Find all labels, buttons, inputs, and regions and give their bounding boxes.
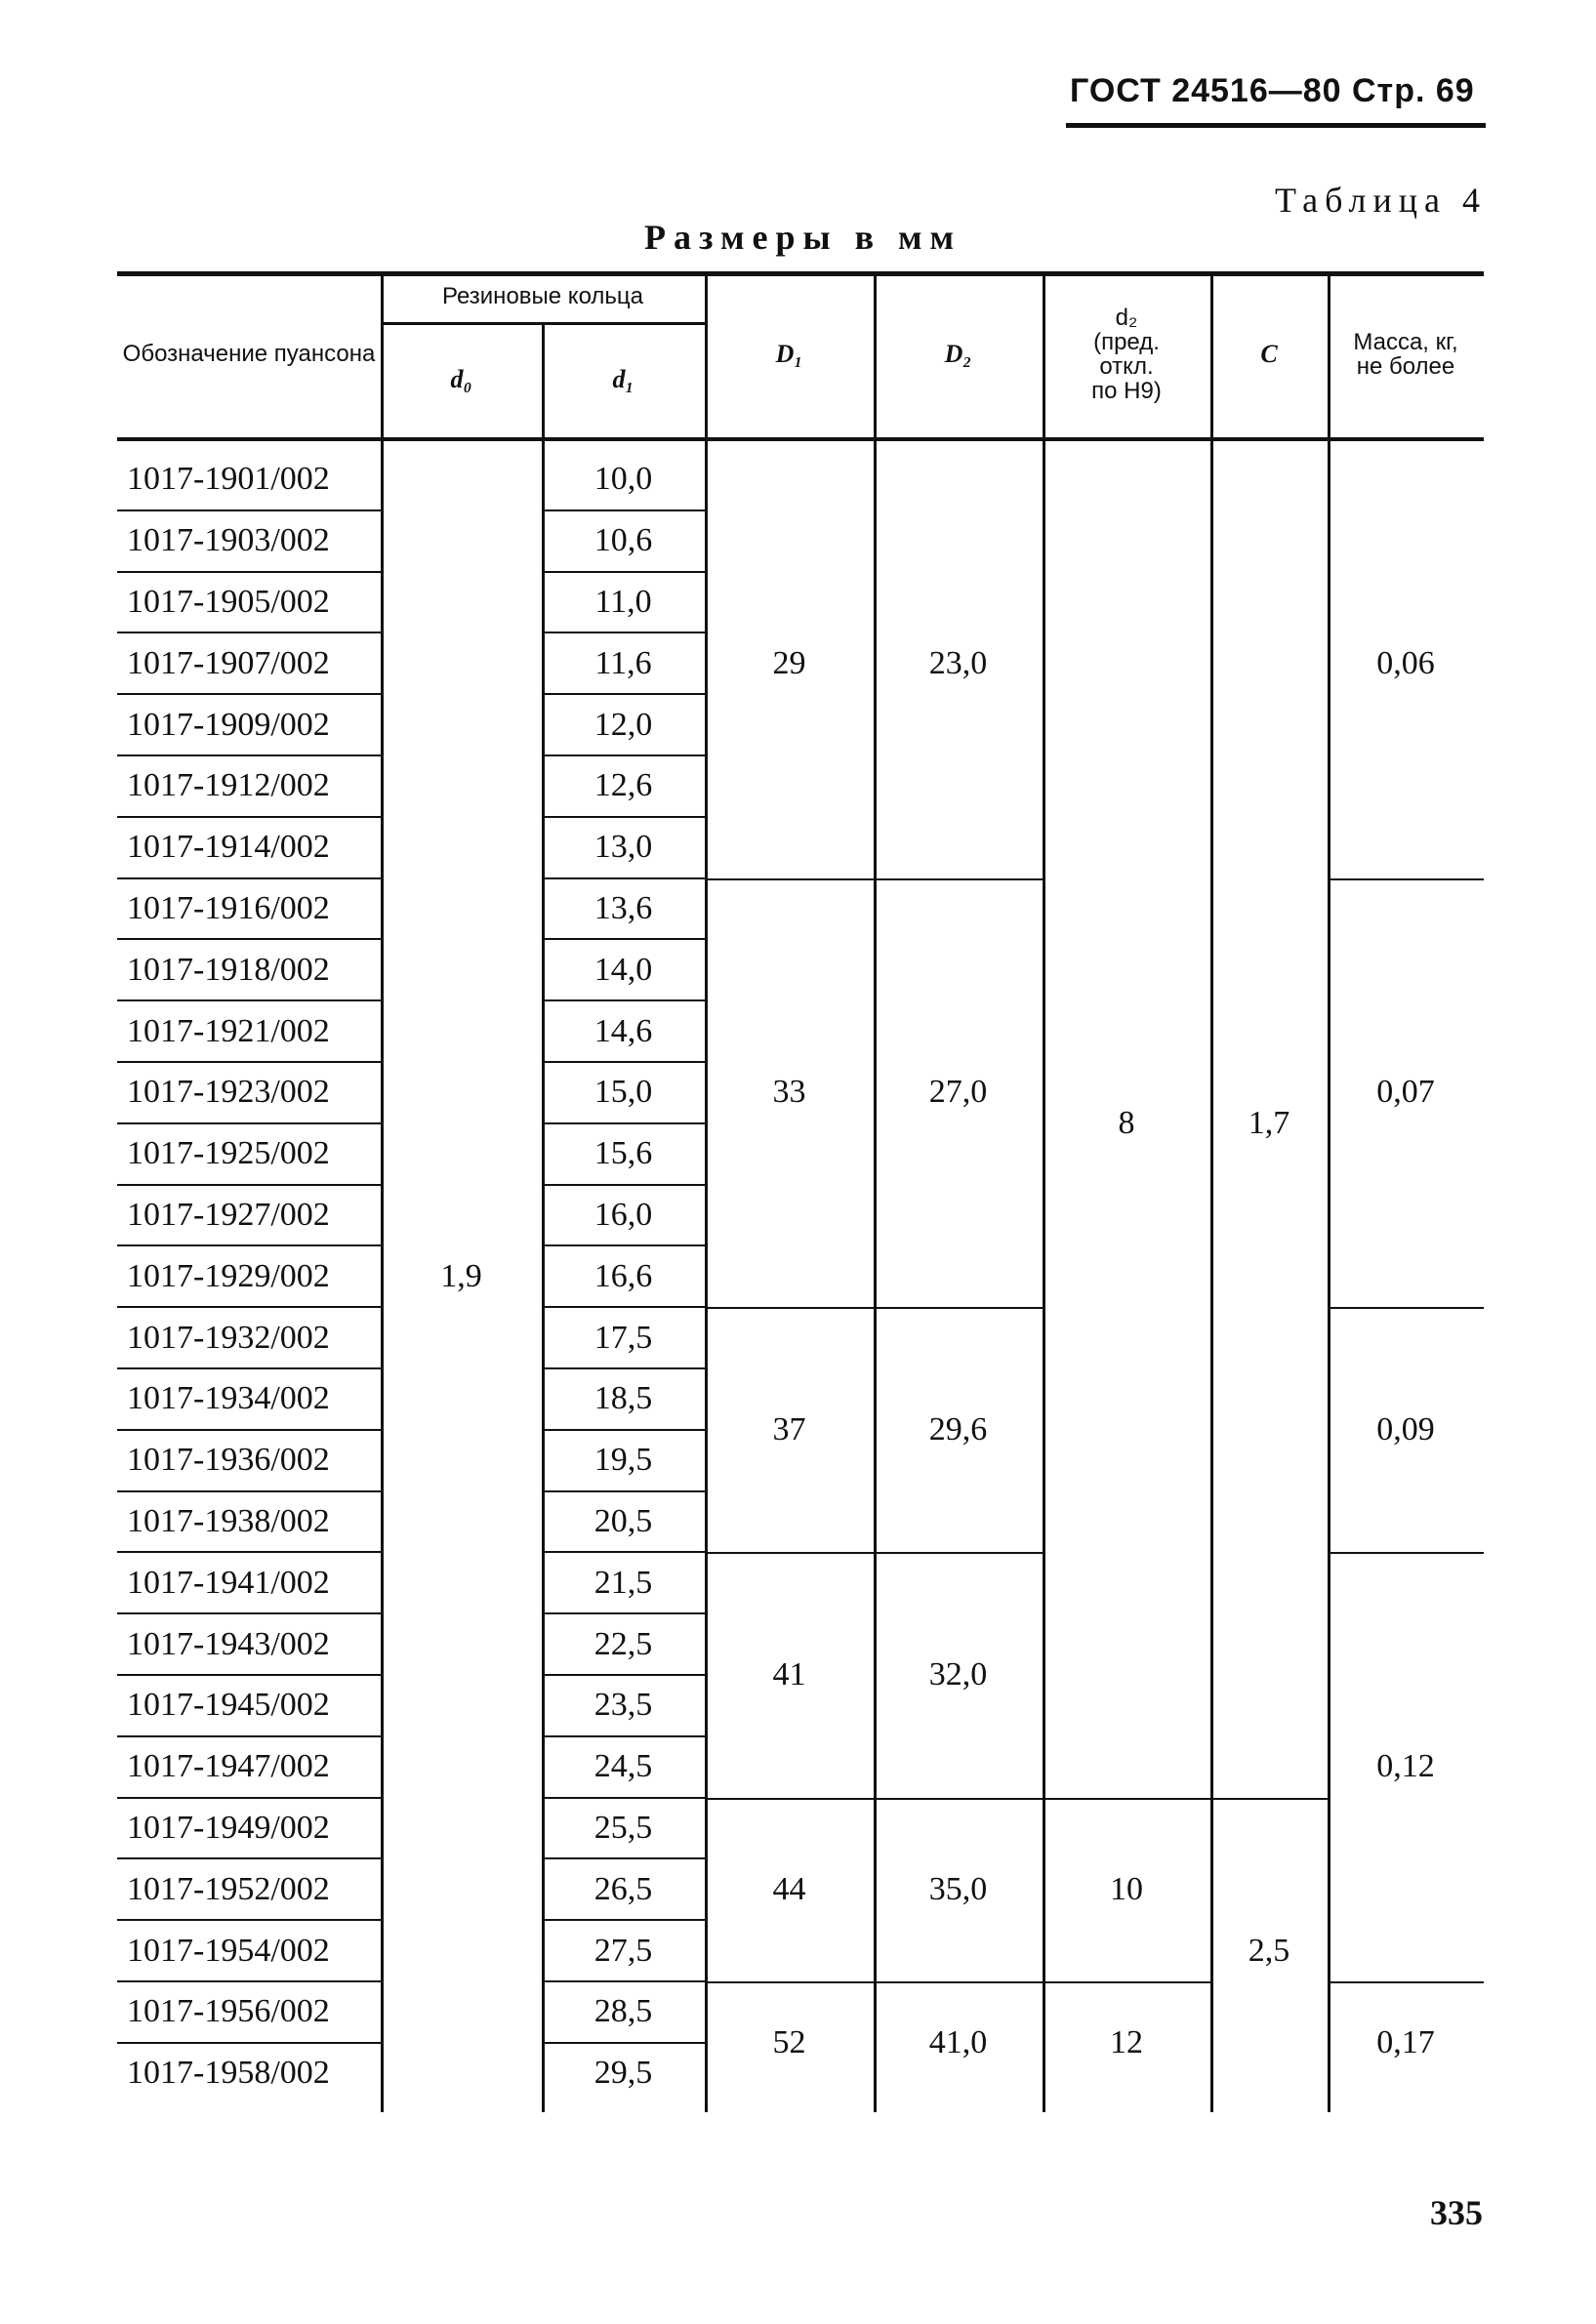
d1-cell: 12,6 [593,767,653,804]
designation-cell: 1017-1934/002 [127,1380,330,1417]
d1-cell: 20,5 [593,1502,653,1539]
d2-merged-cell: 12 [1110,2023,1143,2060]
designation-cell: 1017-1949/002 [127,1809,330,1846]
designation-cell: 1017-1927/002 [127,1196,330,1233]
header-d1: d₁ [612,365,634,394]
d1-cell: 29,5 [593,2055,653,2092]
header-d2-line: откл. [1099,353,1154,380]
d1-cell: 19,5 [593,1442,653,1479]
designation-cell: 1017-1918/002 [127,951,330,988]
designation-cell: 1017-1929/002 [127,1257,330,1294]
designation-cell: 1017-1958/002 [127,2055,330,2092]
mass-merged-cell: 0,06 [1376,644,1435,681]
table-label: Таблица 4 [1275,181,1487,220]
d1-cell: 16,6 [593,1257,653,1294]
C-merged-cell: 1,7 [1248,1104,1290,1141]
mass-merged-cell: 0,12 [1376,1748,1435,1785]
d1-cell: 11,6 [594,644,652,681]
designation-cell: 1017-1905/002 [127,583,330,620]
designation-cell: 1017-1903/002 [127,522,330,559]
units-caption: Размеры в мм [644,218,962,257]
designation-cell: 1017-1956/002 [127,1993,330,2030]
header-bottom-rule [117,437,1484,441]
D1-merged-cell: 33 [772,1074,806,1111]
designation-cell: 1017-1932/002 [127,1319,330,1356]
header-rubber-rings: Резиновые кольца [442,283,643,310]
page-number: 335 [1430,2193,1483,2232]
D2-merged-cell: 32,0 [928,1655,988,1692]
header-C: C [1260,340,1278,369]
D2-merged-cell: 27,0 [928,1074,988,1111]
D2-merged-cell: 35,0 [928,1870,988,1907]
designation-cell: 1017-1912/002 [127,767,330,804]
header-d2-line: по H9) [1091,378,1162,405]
d1-cell: 21,5 [593,1564,653,1601]
D1-merged-cell: 37 [772,1410,806,1447]
header-mass [1328,271,1484,437]
header-d2-line: d₂ [1115,304,1138,331]
d1-cell: 16,0 [593,1196,653,1233]
designation-cell: 1017-1945/002 [127,1687,330,1724]
d1-cell: 15,0 [593,1074,653,1111]
designation-cell: 1017-1925/002 [127,1135,330,1172]
D2-merged-cell: 23,0 [928,644,988,681]
d1-cell: 18,5 [593,1380,653,1417]
d1-cell: 22,5 [593,1625,653,1662]
header-d2 [1043,271,1210,437]
d1-cell: 10,6 [593,522,653,559]
d1-cell: 14,0 [593,951,653,988]
designation-cell: 1017-1907/002 [127,644,330,681]
mass-merged-cell: 0,09 [1376,1410,1435,1447]
designation-cell: 1017-1923/002 [127,1074,330,1111]
designation-cell: 1017-1938/002 [127,1502,330,1539]
D2-merged-cell: 29,6 [928,1410,988,1447]
header-designation [117,271,381,437]
d1-cell: 13,0 [593,829,653,866]
header-D1: D₁ [775,340,803,369]
d1-cell: 12,0 [593,706,653,743]
designation-cell: 1017-1952/002 [127,1870,330,1907]
header-mass-line: не более [1356,353,1455,380]
D1-merged-cell: 52 [772,2023,806,2060]
header-d2-line: (пред. [1093,328,1160,355]
header-D2: D₂ [944,340,972,369]
D1-merged-cell: 44 [772,1870,806,1907]
designation-cell: 1017-1921/002 [127,1012,330,1049]
designation-cell: 1017-1914/002 [127,829,330,866]
D1-merged-cell: 41 [772,1655,806,1692]
d1-cell: 25,5 [593,1809,653,1846]
designation-cell: 1017-1909/002 [127,706,330,743]
d0-merged-cell: 1,9 [440,1257,482,1294]
header-rule [1066,123,1486,128]
header-d0: d₀ [450,365,472,394]
C-merged-cell: 2,5 [1248,1932,1290,1969]
d1-cell: 23,5 [593,1687,653,1724]
d1-cell: 14,6 [593,1012,653,1049]
d2-merged-cell: 10 [1110,1870,1143,1907]
mass-merged-cell: 0,07 [1376,1074,1435,1111]
d1-cell: 17,5 [593,1319,653,1356]
D2-merged-cell: 41,0 [928,2023,988,2060]
d1-cell: 10,0 [593,461,653,498]
d2-merged-cell: 8 [1118,1104,1135,1141]
d1-cell: 24,5 [593,1748,653,1785]
designation-cell: 1017-1916/002 [127,889,330,926]
designation-cell: 1017-1947/002 [127,1748,330,1785]
header-designation-line: Обозначение пуансона [122,341,376,368]
designation-cell: 1017-1943/002 [127,1625,330,1662]
designation-cell: 1017-1954/002 [127,1932,330,1969]
d1-cell: 27,5 [593,1932,653,1969]
header-mass-line: Масса, кг, [1353,328,1458,355]
d1-cell: 28,5 [593,1993,653,2030]
designation-cell: 1017-1936/002 [127,1442,330,1479]
designation-cell: 1017-1901/002 [127,461,330,498]
d1-cell: 15,6 [593,1135,653,1172]
D1-merged-cell: 29 [772,644,806,681]
designation-cell: 1017-1941/002 [127,1564,330,1601]
d1-cell: 26,5 [593,1870,653,1907]
mass-merged-cell: 0,17 [1376,2023,1435,2060]
d1-cell: 13,6 [593,889,653,926]
d1-cell: 11,0 [594,583,652,620]
running-header: ГОСТ 24516—80 Стр. 69 [1070,72,1475,109]
